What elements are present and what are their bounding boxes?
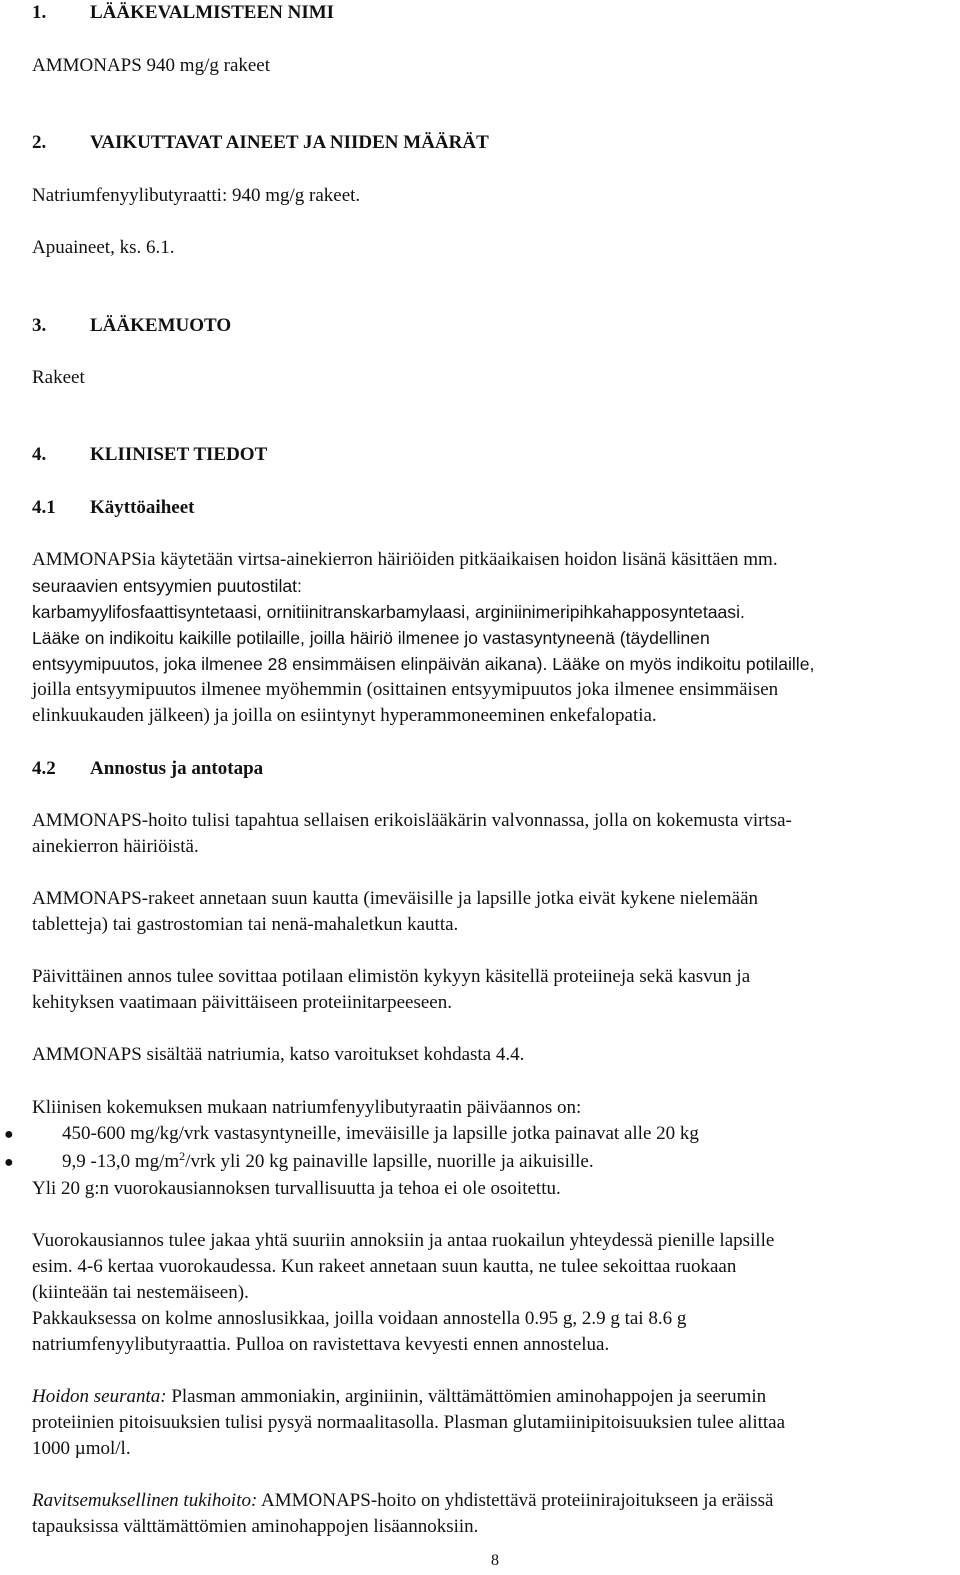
- bullet-icon: ●: [4, 1154, 14, 1171]
- section-1-number: 1.: [32, 2, 47, 23]
- dose-bullet-item: [62, 1149, 594, 1175]
- active-substance-text: Natriumfenyylibutyraatti: 940 mg/g rakeet.: [32, 185, 361, 206]
- paragraph-line: natriumfenyylibutyraattia. Pulloa on ravistettava kevyesti ennen annostelua.: [32, 1334, 610, 1355]
- indications-line: AMMONAPSia käytetään virtsa-ainekierron häiriöiden pitkäaikaisen hoidon lisänä käsittäen mm.: [32, 549, 778, 570]
- indications-line: joilla entsyymipuutos ilmenee myöhemmin (osittainen entsyymipuutos joka ilmenee ensimmäisen: [32, 679, 779, 700]
- page-number: 8: [491, 1552, 499, 1569]
- nutrition-text: AMMONAPS-hoito on yhdistettävä proteiinirajoitukseen ja eräissä: [257, 1490, 774, 1511]
- monitoring-line: proteiinien pitoisuuksien tulisi pysyä normaalitasolla. Plasman glutamiinipitoisuuksien tulee alittaa: [32, 1412, 786, 1433]
- section-1-heading: LÄÄKEVALMISTEEN NIMI: [90, 2, 335, 23]
- indications-line: entsyymipuutos, joka ilmenee 28 ensimmäisen elinpäivän aikana). Lääke on myös indikoitu potilaille,: [32, 654, 815, 674]
- dose-bullet-item: 450-600 mg/kg/vrk vastasyntyneille, imeväisille ja lapsille jotka painavat alle 20 kg: [62, 1123, 699, 1144]
- paragraph-line: esim. 4-6 kertaa vuorokaudessa. Kun rakeet annetaan suun kautta, ne tulee sekoittaa ruokaan: [32, 1256, 737, 1277]
- section-2-number: 2.: [32, 132, 47, 153]
- pharmaceutical-form-text: Rakeet: [32, 367, 85, 388]
- monitoring-text: Plasman ammoniakin, arginiinin, välttämättömien aminohappojen ja seerumin: [166, 1386, 767, 1407]
- excipients-text: Apuaineet, ks. 6.1.: [32, 237, 175, 258]
- section-4-2-number: 4.2: [32, 758, 56, 779]
- section-4-1-heading: Käyttöaiheet: [90, 497, 195, 518]
- section-4-2-heading: Annostus ja antotapa: [90, 758, 264, 779]
- monitoring-line: [32, 1384, 766, 1410]
- section-3-number: 3.: [32, 315, 47, 336]
- section-4-heading: KLIINISET TIEDOT: [90, 444, 268, 465]
- nutrition-line: [32, 1488, 773, 1514]
- indications-line: seuraavien entsyymien puutostilat:: [32, 576, 302, 596]
- paragraph-line: Vuorokausiannos tulee jakaa yhtä suuriin annoksiin ja antaa ruokailun yhteydessä pienille lapsille: [32, 1230, 775, 1251]
- product-name: AMMONAPS 940 mg/g rakeet: [32, 55, 271, 76]
- paragraph-line: Päivittäinen annos tulee sovittaa potilaan elimistön kykyyn käsitellä proteiineja sekä kasvun ja: [32, 966, 751, 987]
- dose-bullet-text-b: /vrk yli 20 kg painaville lapsille, nuorille ja aikuisille.: [185, 1151, 594, 1172]
- section-2-heading: VAIKUTTAVAT AINEET JA NIIDEN MÄÄRÄT: [90, 132, 489, 153]
- dose-bullet-text-a: 9,9 -13,0 mg/m: [62, 1151, 180, 1172]
- section-4-number: 4.: [32, 444, 47, 465]
- nutrition-label: Ravitsemuksellinen tukihoito:: [32, 1490, 258, 1511]
- paragraph-line: kehityksen vaatimaan päivittäiseen proteiinitarpeeseen.: [32, 992, 452, 1013]
- paragraph-line: tabletteja) tai gastrostomian tai nenä-mahaletkun kautta.: [32, 914, 459, 935]
- paragraph-line: AMMONAPS-rakeet annetaan suun kautta (imeväisille ja lapsille jotka eivät kykene nielemään: [32, 888, 758, 909]
- max-dose-text: Yli 20 g:n vuorokausiannoksen turvallisuutta ja tehoa ei ole osoitettu.: [32, 1178, 561, 1199]
- section-3-heading: LÄÄKEMUOTO: [90, 315, 232, 336]
- monitoring-label: Hoidon seuranta:: [32, 1386, 167, 1407]
- paragraph-line: (kiinteään tai nestemäiseen).: [32, 1282, 249, 1303]
- paragraph-line: ainekierron häiriöistä.: [32, 836, 199, 857]
- indications-line: elinkuukauden jälkeen) ja joilla on esiintynyt hyperammoneeminen enkefalopatia.: [32, 705, 657, 726]
- indications-line: Lääke on indikoitu kaikille potilaille, joilla häiriö ilmenee jo vastasyntyneenä (täydellinen: [32, 628, 710, 648]
- section-4-1-number: 4.1: [32, 497, 56, 518]
- nutrition-line: tapauksissa välttämättömien aminohappojen lisäannoksiin.: [32, 1516, 479, 1537]
- sodium-warning-text: AMMONAPS sisältää natriumia, katso varoitukset kohdasta 4.4.: [32, 1044, 525, 1065]
- bullet-icon: ●: [4, 1126, 14, 1143]
- indications-line: karbamyylifosfaattisyntetaasi, ornitiinitranskarbamylaasi, arginiinimeripihkahapposyntetaasi.: [32, 602, 745, 622]
- paragraph-line: Pakkauksessa on kolme annoslusikkaa, joilla voidaan annostella 0.95 g, 2.9 g tai 8.6 g: [32, 1308, 687, 1329]
- superscript: 2: [179, 1149, 186, 1163]
- monitoring-line: 1000 µmol/l.: [32, 1438, 131, 1459]
- daily-dose-intro: Kliinisen kokemuksen mukaan natriumfenyylibutyraatin päiväannos on:: [32, 1097, 582, 1118]
- paragraph-line: AMMONAPS-hoito tulisi tapahtua sellaisen erikoislääkärin valvonnassa, jolla on kokemusta virtsa-: [32, 810, 792, 831]
